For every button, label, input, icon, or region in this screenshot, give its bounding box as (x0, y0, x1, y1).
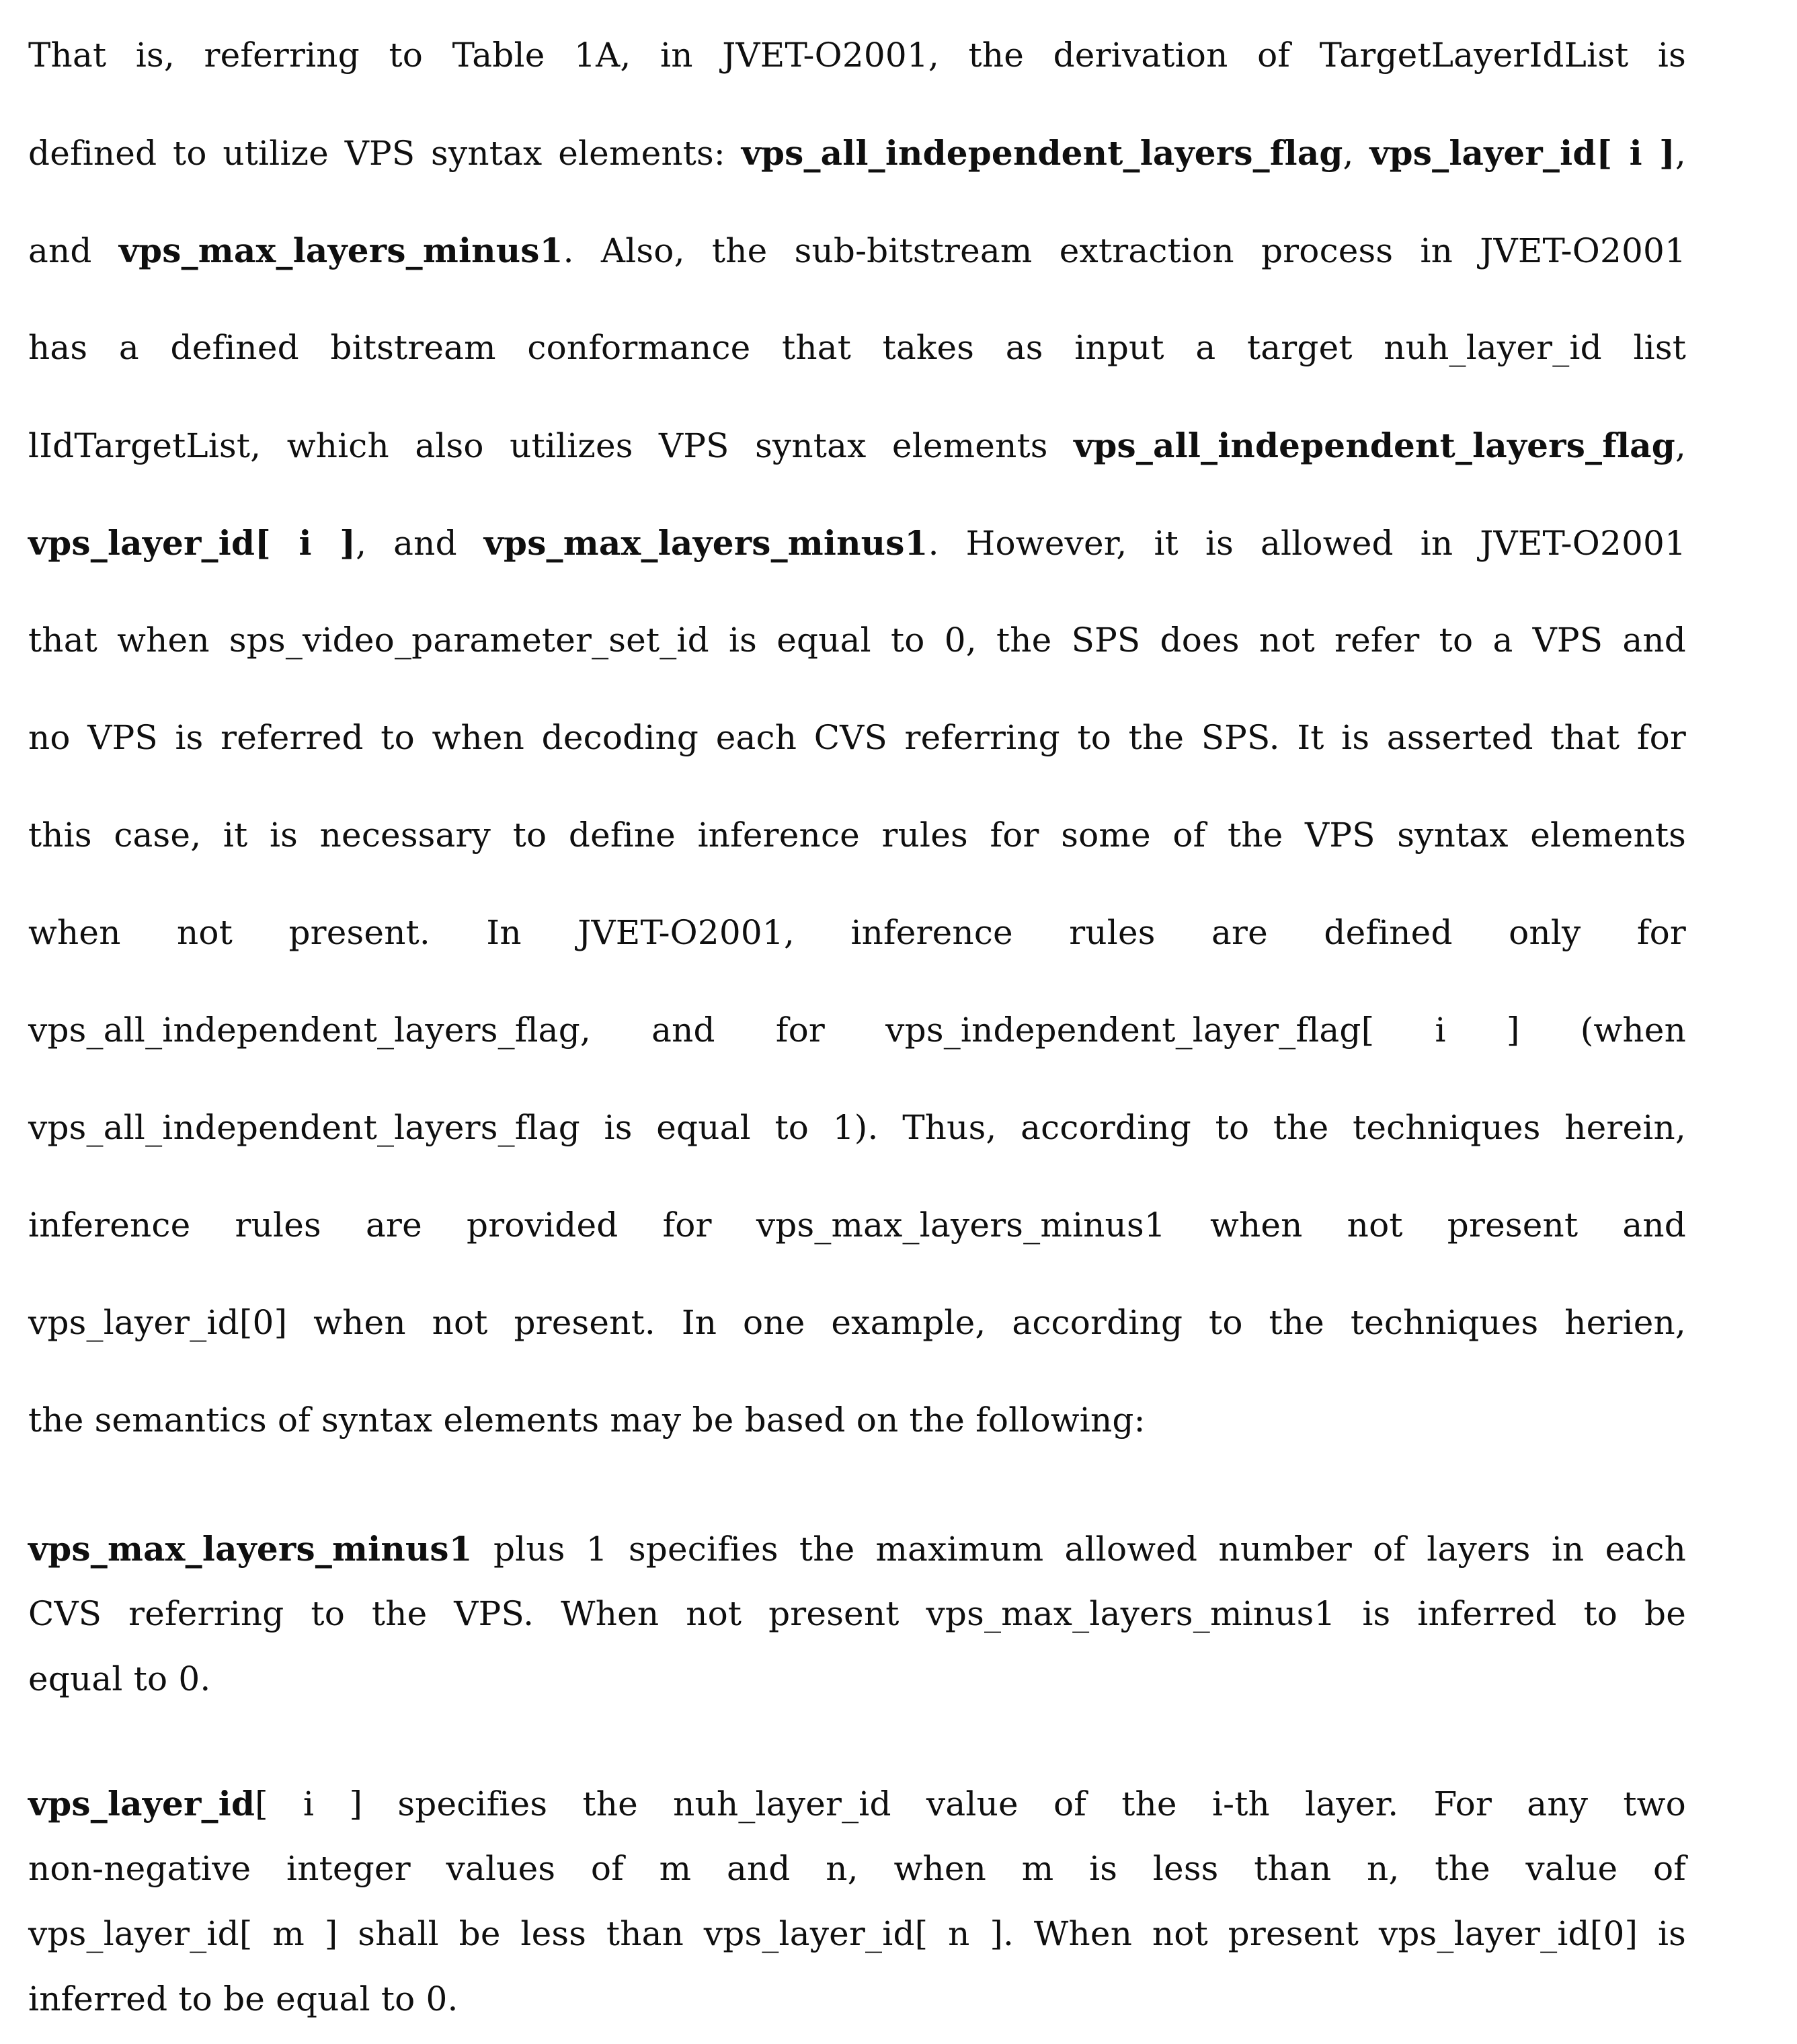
text-run: , (1343, 134, 1370, 173)
text-run: vps_layer_id[0] when not present. In one example, according to the techniques herien, (28, 1303, 1686, 1342)
syntax-element-name: vps_all_independent_layers_flag (741, 133, 1343, 173)
text-run: non-negative integer values of m and n, when m is less than n, the value of (28, 1849, 1686, 1888)
text-line (28, 7, 1686, 104)
text-run: vps_all_independent_layers_flag, and for vps_independent_layer_flag[ i ] (when (28, 1011, 1686, 1050)
text-run: [ i ] specifies the nuh_layer_id value of the i-th layer. For any two (255, 1784, 1686, 1823)
syntax-element-name: vps_max_layers_minus1 (28, 1529, 473, 1569)
text-line (28, 689, 1686, 787)
text-run: equal to 0. (28, 1659, 211, 1698)
text-line (28, 299, 1686, 397)
paragraph-vps-layer-id-definition (28, 1771, 1686, 2032)
text-run: . However, it is allowed in JVET-O2001 (928, 524, 1686, 563)
syntax-element-name: vps_layer_id[ i ] (28, 523, 356, 563)
text-run: when not present. In JVET-O2001, inference rules are defined only for (28, 913, 1686, 952)
text-run: defined to utilize VPS syntax elements: (28, 134, 742, 173)
text-run: , (1675, 426, 1686, 465)
syntax-element-name: vps_layer_id (28, 1784, 255, 1823)
paragraph-body (28, 7, 1686, 1469)
text-line (28, 982, 1686, 1079)
text-line (28, 787, 1686, 884)
text-run: inference rules are provided for vps_max_layers_minus1 when not present and (28, 1206, 1686, 1245)
text-line (28, 1372, 1686, 1469)
text-run: CVS referring to the VPS. When not present vps_max_layers_minus1 is inferred to be (28, 1594, 1686, 1633)
text-line (28, 1079, 1686, 1177)
syntax-element-name: vps_max_layers_minus1 (483, 523, 928, 563)
text-run: the semantics of syntax elements may be based on the following: (28, 1401, 1146, 1440)
text-run: , and (356, 524, 484, 563)
text-run: vps_all_independent_layers_flag is equal to 1). Thus, according to the techniques herein, (28, 1108, 1686, 1147)
syntax-element-name: vps_max_layers_minus1 (118, 231, 563, 270)
text-run: no VPS is referred to when decoding each CVS referring to the SPS. It is asserted that for (28, 718, 1686, 757)
text-run: vps_layer_id[ m ] shall be less than vps_layer_id[ n ]. When not present vps_layer_id[0] is (28, 1914, 1686, 1953)
text-line (28, 1581, 1686, 1647)
text-line (28, 397, 1686, 494)
text-line (28, 1771, 1686, 1836)
text-run: That is, referring to Table 1A, in JVET-O2001, the derivation of TargetLayerIdList is (28, 36, 1686, 75)
text-run: . Also, the sub-bitstream extraction process in JVET-O2001 (563, 231, 1686, 270)
text-line (28, 1901, 1686, 1967)
text-run: inferred to be equal to 0. (28, 1979, 458, 2018)
text-line (28, 1516, 1686, 1581)
text-run: and (28, 231, 119, 270)
syntax-element-name: vps_all_independent_layers_flag (1074, 426, 1675, 465)
text-line (28, 202, 1686, 299)
text-line (28, 1967, 1686, 2032)
text-line (28, 1647, 1686, 1712)
text-line (28, 884, 1686, 982)
text-run: plus 1 specifies the maximum allowed number of layers in each (472, 1530, 1686, 1569)
text-line (28, 1836, 1686, 1901)
text-run: this case, it is necessary to define inference rules for some of the VPS syntax elements (28, 816, 1686, 855)
text-line (28, 592, 1686, 689)
text-run: that when sps_video_parameter_set_id is equal to 0, the SPS does not refer to a VPS and (28, 621, 1686, 660)
text-run: has a defined bitstream conformance that takes as input a target nuh_layer_id list (28, 328, 1686, 367)
text-line (28, 494, 1686, 592)
text-line (28, 1177, 1686, 1274)
text-run: lIdTargetList, which also utilizes VPS syntax elements (28, 426, 1074, 465)
paragraph-vps-max-layers-minus1-definition (28, 1516, 1686, 1712)
text-line (28, 1274, 1686, 1372)
text-line (28, 104, 1686, 202)
syntax-element-name: vps_layer_id[ i ] (1369, 133, 1675, 173)
text-run: , (1675, 134, 1686, 173)
